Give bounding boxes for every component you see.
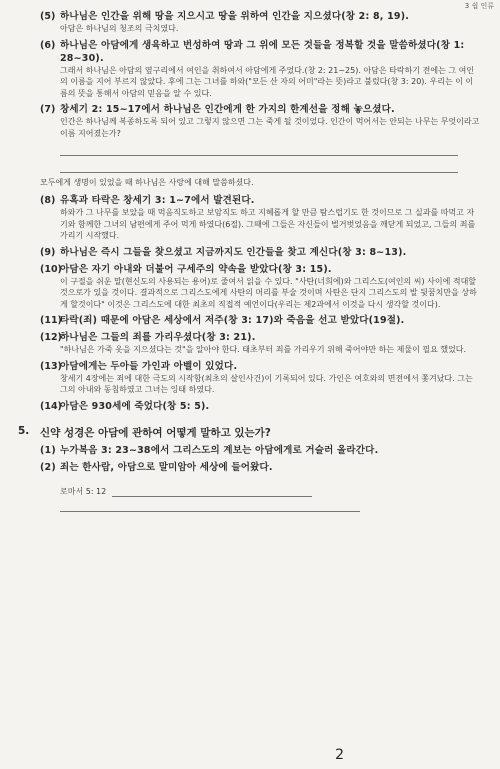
- list-item-13: [40, 360, 480, 396]
- page-number: 2: [335, 747, 344, 763]
- item-number: (6): [40, 39, 56, 51]
- item-number: (9): [40, 246, 56, 258]
- item-statement: 아담은 930세에 죽었다(창 5: 5).: [60, 400, 210, 412]
- sub-item-1: [40, 444, 480, 457]
- sub-item-number: (2): [40, 461, 56, 473]
- item-number: (11): [40, 315, 62, 326]
- answer-line[interactable]: [60, 497, 360, 512]
- section-number: 5.: [18, 424, 30, 437]
- item-note: 그래서 하나님은 아담의 옆구리에서 여인을 취하여서 아담에게 주었다.(창 2: 21~25). 아담은 타락하기 전에는 그 여인의 이름을 지어 부르지 않았다. 후에 그는 그녀를 하와("모든 산 자의 어미"라는 뜻)라고 불렀다(창 3: 20). 우리는 이 이름의 뜻을 통해서 아담의 믿음을 알 수 있다.: [60, 65, 475, 98]
- list-item-9: [40, 246, 480, 259]
- item-number: (13): [40, 360, 62, 372]
- item-statement: 타락(죄) 때문에 아담은 세상에서 저주(창 3: 17)와 죽음을 선고 받았다(19절).: [60, 315, 405, 326]
- item-note: 창세기 4장에는 죄에 대한 극도의 시작함(최초의 살인사건)이 기록되어 있다. 가인은 여호와의 면전에서 쫓겨났다. 그는 그의 아내와 동침하였고 그녀는 잉태 하였다.: [60, 373, 473, 394]
- section-5-heading: [18, 425, 480, 440]
- item-number: (12): [40, 332, 62, 343]
- item-statement: 하나님은 인간을 위해 땅을 지으시고 땅을 위하여 인간을 지으셨다(창 2: 8, 19).: [60, 11, 410, 22]
- item-note: 인간은 하나님께 복종하도록 되어 있고 그렇지 않으면 그는 죽게 될 것이었다. 인간이 먹어서는 안되는 나무는 무엇이라고 이름 지어졌는가?: [60, 117, 480, 138]
- list-item-6: [40, 39, 480, 100]
- answer-line[interactable]: [112, 486, 312, 497]
- item-statement: 하나님은 그들의 죄를 가리우셨다(창 3: 21).: [60, 332, 256, 343]
- item-number: (8): [40, 195, 56, 206]
- sub-item-2: [40, 461, 480, 474]
- item-statement: 하나님은 아담에게 생육하고 번성하여 땅과 그 위에 모든 것들을 정복할 것을 말씀하셨다(창 1: 28~30).: [60, 39, 465, 64]
- item-statement: 하나님은 즉시 그들을 찾으셨고 지금까지도 인간들을 찾고 계신다(창 3: 8~13).: [60, 246, 407, 258]
- list-item-11: [40, 314, 480, 327]
- sub-item-text: 누가복음 3: 23~38에서 그리스도의 계보는 아담에게로 거슬러 올라간다.: [60, 444, 379, 456]
- item-statement: 창세기 2: 15~17에서 하나님은 인간에게 한 가지의 한계선을 정해 놓으셨다.: [60, 104, 395, 115]
- item-number: (10): [40, 263, 62, 275]
- item-statement: 아담은 자기 아내와 더불어 구세주의 약속을 받았다(창 3: 15).: [60, 263, 332, 275]
- answer-line[interactable]: [60, 141, 458, 156]
- list-item-8: [40, 194, 480, 242]
- scripture-reference: 로마서 5: 12: [60, 486, 107, 496]
- item-statement: 아담에게는 두아들 가인과 아벨이 있었다.: [60, 360, 238, 372]
- item-number: (5): [40, 11, 56, 22]
- item-statement: 유혹과 타락은 창세기 3: 1~7에서 발견된다.: [60, 195, 255, 206]
- item-note: "하나님은 가죽 옷을 지으셨다는 것"을 알아야 한다. 태초부터 죄를 가리우기 위해 죽어야만 하는 제물이 필요 했었다.: [60, 345, 467, 354]
- list-item-14: [40, 400, 480, 413]
- answer-text: 모두에게 생명이 있었을 때 하나님은 사랑에 대해 말씀하셨다.: [40, 178, 254, 187]
- sub-item-number: (1): [40, 444, 56, 456]
- reference-row: [60, 486, 480, 497]
- item-note: 이 구절을 쉬운 말(현신도의 사용되는 용어)로 줄여서 읽을 수 있다. "사탄(너희에)와 그리스도(여인의 씨) 사이에 적대할 것으로가 있을 것이다. 결과적으로 그리스도에게 사탄의 머리를 부술 것이며 사탄은 단지 그리스도의 발 뒷꿈치만을 상하게 할것이다" 이것은 그리스도에 대한 최초의 직접적 예언이다(우리는 제2과에서 이것을 다시 생각할 것이다).: [60, 276, 477, 309]
- item-number: (7): [40, 104, 56, 115]
- list-item-7: [40, 103, 480, 173]
- item-note: 하와가 그 나무를 보았을 때 먹음직도하고 보암직도 하고 지혜롭게 할 만큼 탐스럽기도 한 것이므로 그 실과를 따먹고 자기와 함께한 그녀의 남편에게 주어 먹게 하였다(6절). 그때에 그들은 자신들이 벌거벗었음을 깨닫게 되었고, 그들의 죄를 가리기 시작했다.: [60, 208, 476, 240]
- sub-item-text: 죄는 한사람, 아담으로 말미암아 세상에 들어왔다.: [60, 461, 273, 473]
- answer-line[interactable]: [60, 158, 458, 173]
- content: [18, 10, 480, 512]
- item-note: 아담은 하나님의 청조의 극치였다.: [60, 24, 179, 33]
- chapter-header: 3 쉽 인류: [464, 2, 494, 10]
- section-title: 신약 성경은 아담에 관하여 어떻게 말하고 있는가?: [40, 426, 271, 439]
- item-number: (14): [40, 400, 62, 412]
- list-item-5: [40, 10, 480, 35]
- list-item-10: [40, 263, 480, 311]
- list-item-12: [40, 331, 480, 356]
